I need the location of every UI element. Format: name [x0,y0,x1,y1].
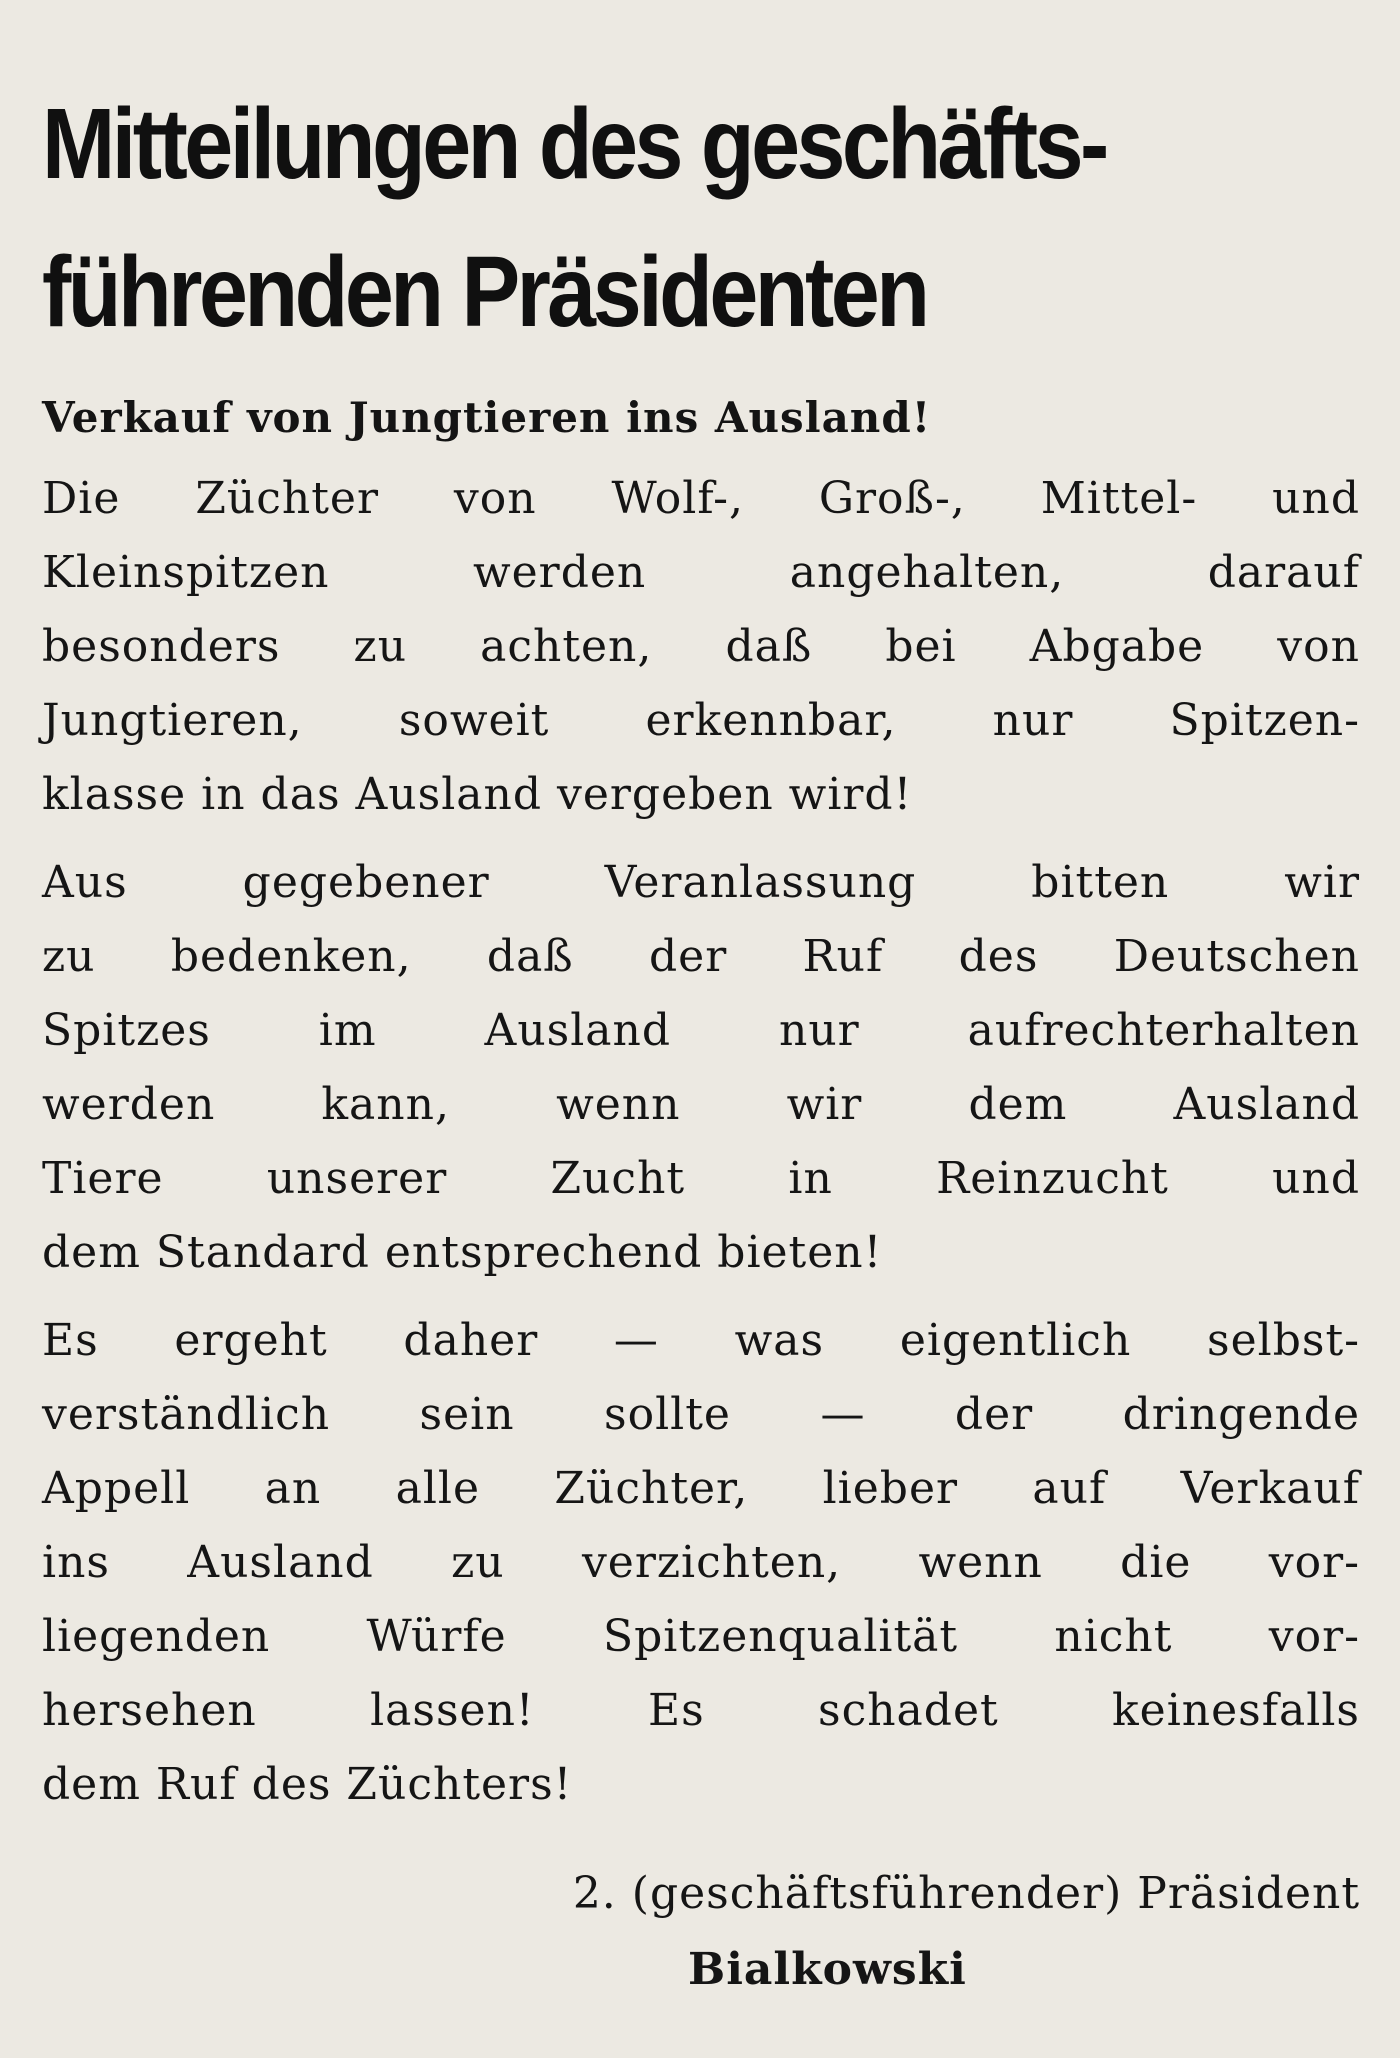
text-line: verständlich sein sollte — der dringende [42,1389,1360,1440]
text-line: zu bedenken, daß der Ruf des Deutschen [42,931,1360,982]
headline-line: Mitteilungen des geschäfts- [42,88,1106,200]
article [42,70,1360,1995]
subheading: Verkauf von Jungtieren ins Ausland! [42,393,932,442]
headline [42,70,1360,366]
text-line: werden kann, wenn wir dem Ausland [42,1079,1360,1130]
text-line: ins Ausland zu verzichten, wenn die vor- [42,1537,1360,1588]
paragraph-3 [42,1304,1360,1822]
text-line: Es ergeht daher — was eigentlich selbst- [42,1315,1360,1366]
headline-line: führenden Präsidenten [42,236,927,348]
text-line: Aus gegebener Veranlassung bitten wir [42,857,1360,908]
paragraph-2 [42,846,1360,1290]
text-line: dem Ruf des Züchters! [42,1759,573,1810]
text-line: hersehen lassen! Es schadet keinesfalls [42,1685,1360,1736]
text-line: klasse in das Ausland vergeben wird! [42,769,913,820]
text-line: Tiere unserer Zucht in Reinzucht und [42,1153,1360,1204]
text-line: besonders zu achten, daß bei Abgabe von [42,621,1360,672]
text-line: Appell an alle Züchter, lieber auf Verkauf [42,1463,1360,1514]
text-line: Die Züchter von Wolf-, Groß-, Mittel- und [42,473,1360,524]
signature-name: Bialkowski [688,1944,967,1995]
text-line: dem Standard entsprechend bieten! [42,1227,883,1278]
text-line: Jungtieren, soweit erkennbar, nur Spitzen- [42,695,1360,746]
signature-title: 2. (geschäftsführender) Präsident [572,1868,1360,1919]
text-line: liegenden Würfe Spitzenqualität nicht vor- [42,1611,1360,1662]
text-line: Spitzes im Ausland nur aufrechterhalten [42,1005,1360,1056]
signature-block [42,1856,1360,2008]
text-line: Kleinspitzen werden angehalten, darauf [42,547,1360,598]
paragraph-1 [42,462,1360,832]
